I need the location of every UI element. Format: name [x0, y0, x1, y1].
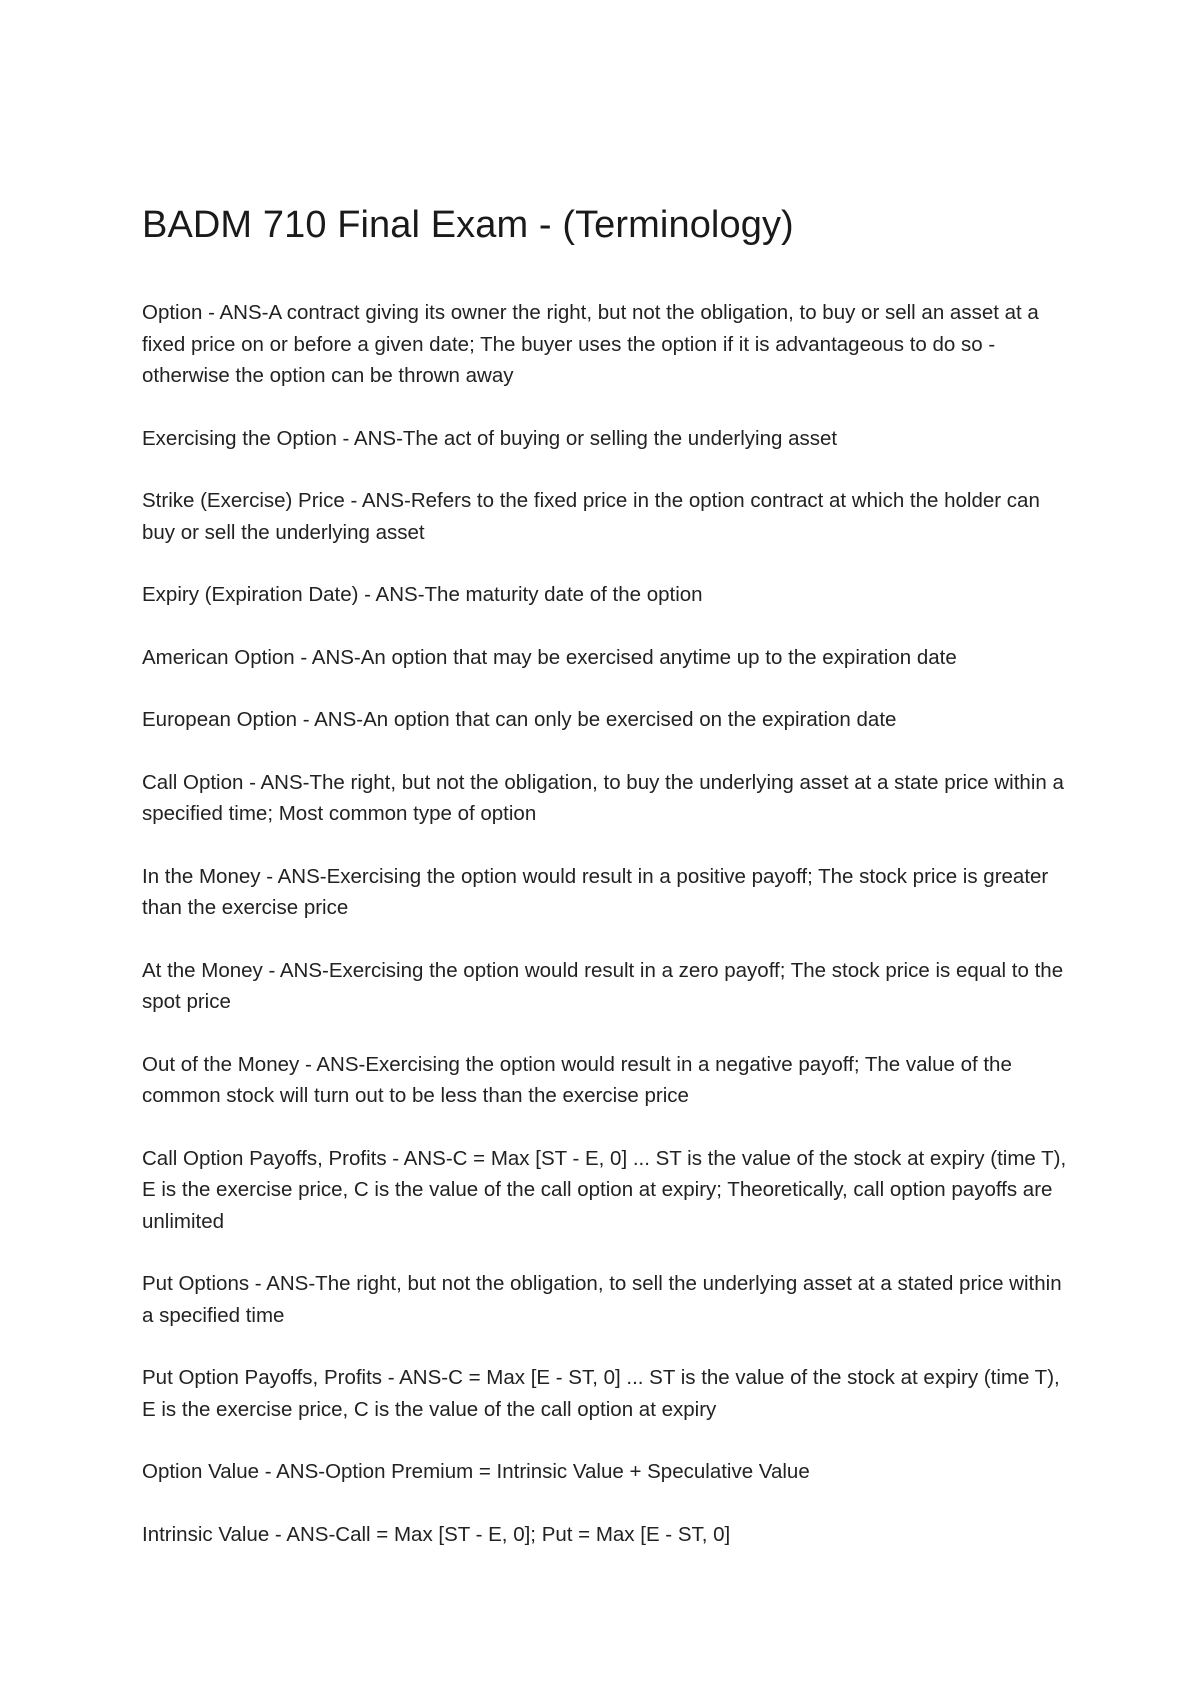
term-entry: Exercising the Option - ANS-The act of buying or selling the underlying asset	[142, 426, 838, 450]
terminology-list	[142, 297, 1072, 1581]
term-entry: Expiry (Expiration Date) - ANS-The maturity date of the option	[142, 583, 703, 606]
term-entry: American Option - ANS-An option that may be exercised anytime up to the expiration date	[142, 645, 957, 669]
term-entry: Option Value - ANS-Option Premium = Intrinsic Value + Speculative Value	[142, 1460, 810, 1483]
term-entry: Call Option - ANS-The right, but not the obligation, to buy the underlying asset at a state price within a specified time; Most common type of option	[142, 770, 1064, 825]
term-entry: Option - ANS-A contract giving its owner the right, but not the obligation, to buy or sell an asset at a fixed price on or before a given date; The buyer uses the option if it is advantageous to do so - otherwise the option can be thrown away	[142, 301, 1039, 387]
term-entry: Put Option Payoffs, Profits - ANS-C = Max [E - ST, 0] ... ST is the value of the stock at expiry (time T), E is the exercise price, C is the value of the call option at expiry	[142, 1366, 1060, 1421]
term-entry: European Option - ANS-An option that can only be exercised on the expiration date	[142, 708, 897, 731]
document-title: BADM 710 Final Exam - (Terminology)	[142, 204, 794, 246]
term-entry: Put Options - ANS-The right, but not the obligation, to sell the underlying asset at a stated price within a specified time	[142, 1272, 1062, 1327]
term-entry: In the Money - ANS-Exercising the option would result in a positive payoff; The stock price is greater than the exercise price	[142, 864, 1049, 919]
term-entry: Intrinsic Value - ANS-Call = Max [ST - E, 0]; Put = Max [E - ST, 0]	[142, 1522, 731, 1546]
term-entry: Out of the Money - ANS-Exercising the option would result in a negative payoff; The value of the common stock will turn out to be less than the exercise price	[142, 1052, 1012, 1107]
term-entry: Strike (Exercise) Price - ANS-Refers to the fixed price in the option contract at which the holder can buy or sell the underlying asset	[142, 489, 1040, 544]
term-entry: At the Money - ANS-Exercising the option would result in a zero payoff; The stock price is equal to the spot price	[142, 958, 1064, 1013]
term-entry: Call Option Payoffs, Profits - ANS-C = Max [ST - E, 0] ... ST is the value of the stock at expiry (time T), E is the exercise price, C is the value of the call option at expiry; Theoretically, call option payoffs are unlimited	[142, 1146, 1067, 1233]
